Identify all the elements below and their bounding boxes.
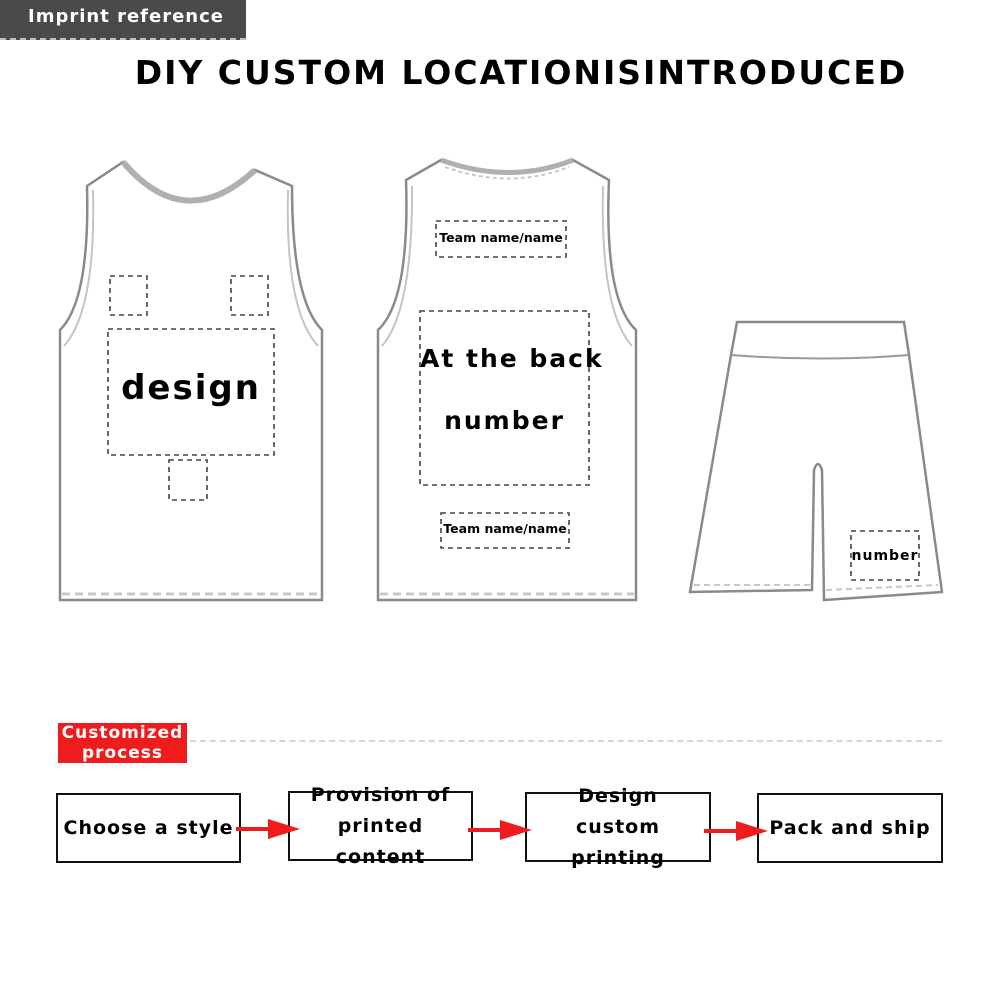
back-number-label-line1: At the back: [420, 344, 604, 373]
step-2-line2: printed content: [335, 814, 426, 868]
arrow-right-icon: [236, 819, 300, 839]
shorts-number-label: number: [851, 548, 919, 564]
back-team-name-bottom-label: Team name/name: [443, 521, 567, 536]
back-team-name-top-label: Team name/name: [439, 230, 563, 245]
arrow-right-icon: [704, 821, 768, 841]
customized-process-tag: Customized process: [58, 723, 187, 763]
step-1-line1: Choose a style: [63, 816, 234, 839]
step-4-line1: Pack and ship: [769, 816, 931, 839]
page-title: DIY CUSTOM LOCATIONISINTRODUCED: [134, 53, 908, 92]
front-design-label: design: [121, 368, 261, 408]
arrow-right-icon: [468, 820, 532, 840]
step-3-line1: Design: [578, 784, 658, 807]
back-number-label-line2: number: [444, 406, 565, 435]
step-2-line1: Provision of: [310, 783, 451, 806]
step-3-line2: custom printing: [571, 815, 665, 869]
imprint-reference-label: Imprint reference: [28, 6, 224, 27]
